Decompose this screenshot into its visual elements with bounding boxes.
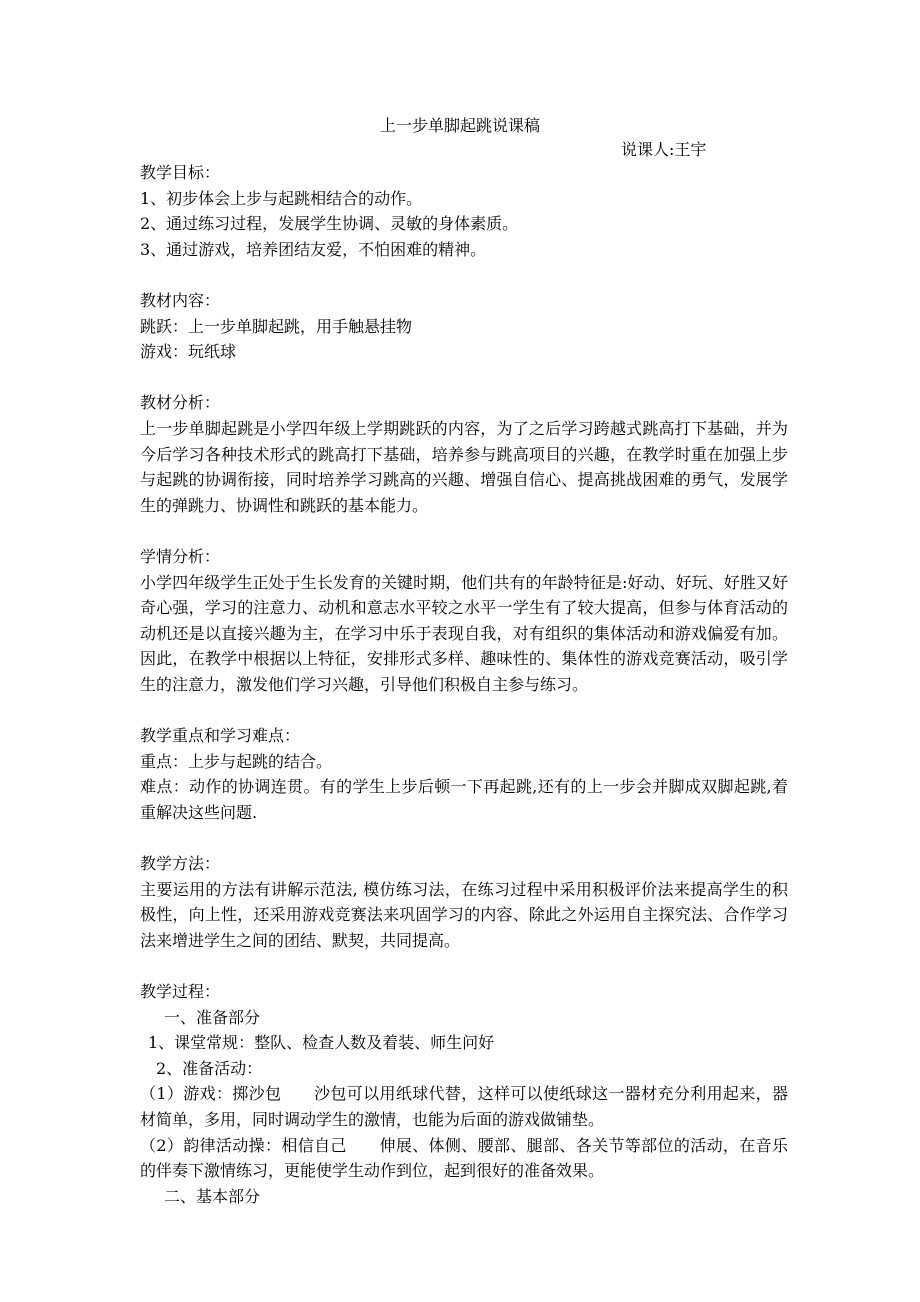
process-routine: 1、课堂常规：整队、检查人数及着装、师生问好: [148, 1033, 495, 1053]
content-item: 跳跃：上一步单脚起跳，用手触悬挂物: [140, 316, 413, 336]
process-part1: 一、准备部分: [164, 1007, 261, 1027]
objective-item: 1、初步体会上步与起跳相结合的动作。: [140, 188, 423, 208]
process-part2: 二、基本部分: [164, 1186, 261, 1206]
speaker-line: 说课人:王宇: [621, 140, 707, 159]
objective-item: 3、通过游戏，培养团结友爱，不怕困难的精神。: [140, 239, 487, 259]
methods-paragraph: 主要运用的方法有讲解示范法, 模仿练习法，在练习过程中采用积极评价法来提高学生的积极性，向上性，还采用游戏竞赛法来巩固学习的内容、除此之外运用自主探究法、合作学习法来增进学生之间的团结、默契，共同提高。: [140, 879, 788, 950]
focus-line: 重点：上步与起跳的结合。: [140, 751, 333, 771]
process-game: （1）游戏：掷沙包 沙包可以用纸球代替，这样可以使纸球这一器材充分利用起来，器材简单，多用，同时调动学生的激情，也能为后面的游戏做铺垫。: [140, 1084, 788, 1129]
process-rhythm: （2）韵律活动操：相信自己 伸展、体侧、腰部、腿部、各关节等部位的活动，在音乐的伴奏下激情练习，更能使学生动作到位，起到很好的准备效果。: [140, 1135, 788, 1181]
students-paragraph: 小学四年级学生正处于生长发育的关键时期，他们共有的年龄特征是:好动、好玩、好胜又好奇心强，学习的注意力、动机和意志水平较之水平一学生有了较大提高，但参与体育活动的动机还是以直接兴趣为主，在学习中乐于表现自我，对有组织的集体活动和游戏偏爱有加。因此，在教学中根据以上特征，安排形式多样、趣味性的、集体性的游戏竞赛活动，吸引学生的注意力，激发他们学习兴趣，引导他们积极自主参与练习。: [140, 572, 788, 694]
objective-item: 2、通过练习过程，发展学生协调、灵敏的身体素质。: [140, 214, 519, 234]
process-prep: 2、准备活动：: [156, 1058, 263, 1078]
objectives-heading: 教学目标：: [140, 163, 221, 182]
document-title: 上一步单脚起跳说课稿: [379, 116, 540, 135]
process-heading: 教学过程：: [140, 982, 221, 1001]
content-heading: 教材内容：: [140, 290, 221, 310]
analysis-heading: 教材分析：: [140, 393, 221, 413]
students-heading: 学情分析：: [140, 546, 221, 566]
difficulty-paragraph: 难点：动作的协调连贯。有的学生上步后顿一下再起跳,还有的上一步会并脚成双脚起跳,着重解决这些问题.: [140, 777, 788, 822]
content-item: 游戏：玩纸球: [140, 342, 237, 362]
document-body: [140, 160, 788, 1209]
methods-heading: 教学方法：: [140, 854, 221, 874]
analysis-paragraph: 上一步单脚起跳是小学四年级上学期跳跃的内容，为了之后学习跨越式跳高打下基础，并为今后学习各种技术形式的跳高打下基础，培养参与跳高项目的兴趣，在教学时重在加强上步与起跳的协调衔接，同时培养学习跳高的兴趣、增强自信心、提高挑战困难的勇气，发展学生的弹跳力、协调性和跳跃的基本能力。: [140, 418, 788, 515]
keypoints-heading: 教学重点和学习难点：: [140, 726, 301, 746]
